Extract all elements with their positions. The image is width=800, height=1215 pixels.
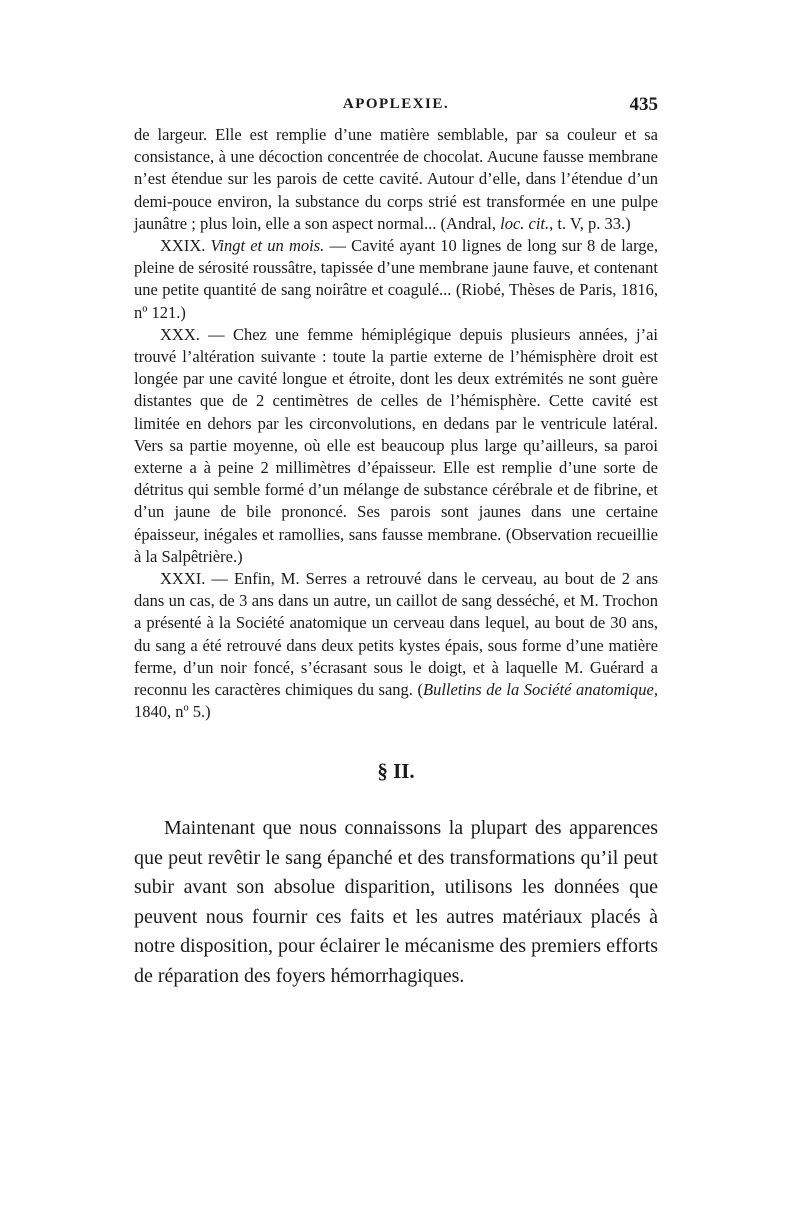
case-xxix-number: XXIX. — [160, 236, 206, 256]
case-xxx: XXX. — Chez une femme hémiplégique depuis plusieurs années, j’ai trouvé l’altération suivante : toute la partie externe de l’hémisphère droit est longée par une cavité longue et étroite, dont les deux extrémités ne sont guère distantes que de 2 centimètres de celles de l’hémisphère. Cette cavité est limitée en dehors par les circonvolutions, en dedans par le ventricule latéral. Vers sa partie moyenne, où elle est beaucoup plus large qu’ailleurs, sa paroi externe a à peine 2 millimètres d’épaisseur. Elle est remplie d’une sorte de détritus qui semble formé d’un mélange de substance cérébrale et de fibrine, et d’un jaune de bile prononcé. Ses parois sont jaunes dans une certaine épaisseur, inégales et ramollies, sans fausse membrane. (Observation recueillie à la Salpêtrière.) — [134, 324, 658, 566]
case-observations — [134, 124, 658, 723]
paragraph-continued-text: de largeur. Elle est remplie d’une matière semblable, par sa couleur et sa consistance, à une décoction concentrée de chocolat. Aucune fausse membrane n’est étendue sur les parois de cette cavité. Autour d’elle, dans l’étendue d’un demi-pouce environ, la substance du corps strié est transformée en une pulpe jaunâtre ; plus loin, elle a son aspect normal... (Andral, — [134, 125, 658, 233]
case-xxxi-text: XXXI. — Enfin, M. Serres a retrouvé dans le cerveau, au bout de 2 ans dans un cas, de 3 ans dans un autre, un caillot de sang desséché, et M. Trochon a présenté à la Société anatomique un cerveau dans lequel, au bout de 30 ans, du sang a été retrouvé dans deux petits kystes épais, sous forme d’une matière ferme, d’un noir foncé, s’écrasant sous le doigt, et à laquelle M. Guérard a reconnu les caractères chimiques du sang. ( — [134, 569, 658, 700]
case-xxix-title: Vingt et un mois. — [210, 236, 325, 256]
closing-paragraph: Maintenant que nous connaissons la plupart des apparences que peut revêtir le sang épanché et des transformations qu’il peut subir avant son absolue disparition, utilisons les données que peuvent nous fournir ces faits et les autres matériaux placés à notre disposition, pour éclairer le mécanisme des premiers efforts de réparation des foyers hémorrhagiques. — [134, 817, 658, 987]
case-xxix — [134, 235, 658, 324]
citation-reference: , t. V, p. 33.) — [549, 213, 631, 233]
page-number: 435 — [629, 94, 658, 115]
case-xxxi — [134, 568, 658, 723]
book-page — [134, 96, 658, 991]
case-xxix-text: — Cavité ayant 10 lignes de long sur 8 de large, pleine de sérosité roussâtre, tapissée d’une membrane jaune fauve, et contenant une petite quantité de sang noirâtre et coagulé... (Riobé, Thèses de Paris, 1816, nº 121.) — [134, 236, 659, 322]
citation-bulletins-reference: 1840, nº 5.) — [134, 702, 211, 722]
running-title: APOPLEXIE. — [342, 96, 450, 112]
paragraph-continued — [134, 124, 658, 235]
citation-loc-cit: loc. cit. — [500, 213, 550, 233]
running-head — [134, 96, 658, 124]
closing-section — [134, 814, 658, 991]
section-heading: § II. — [377, 759, 415, 784]
citation-bulletins: Bulletins de la Société anatomique, — [423, 680, 659, 700]
